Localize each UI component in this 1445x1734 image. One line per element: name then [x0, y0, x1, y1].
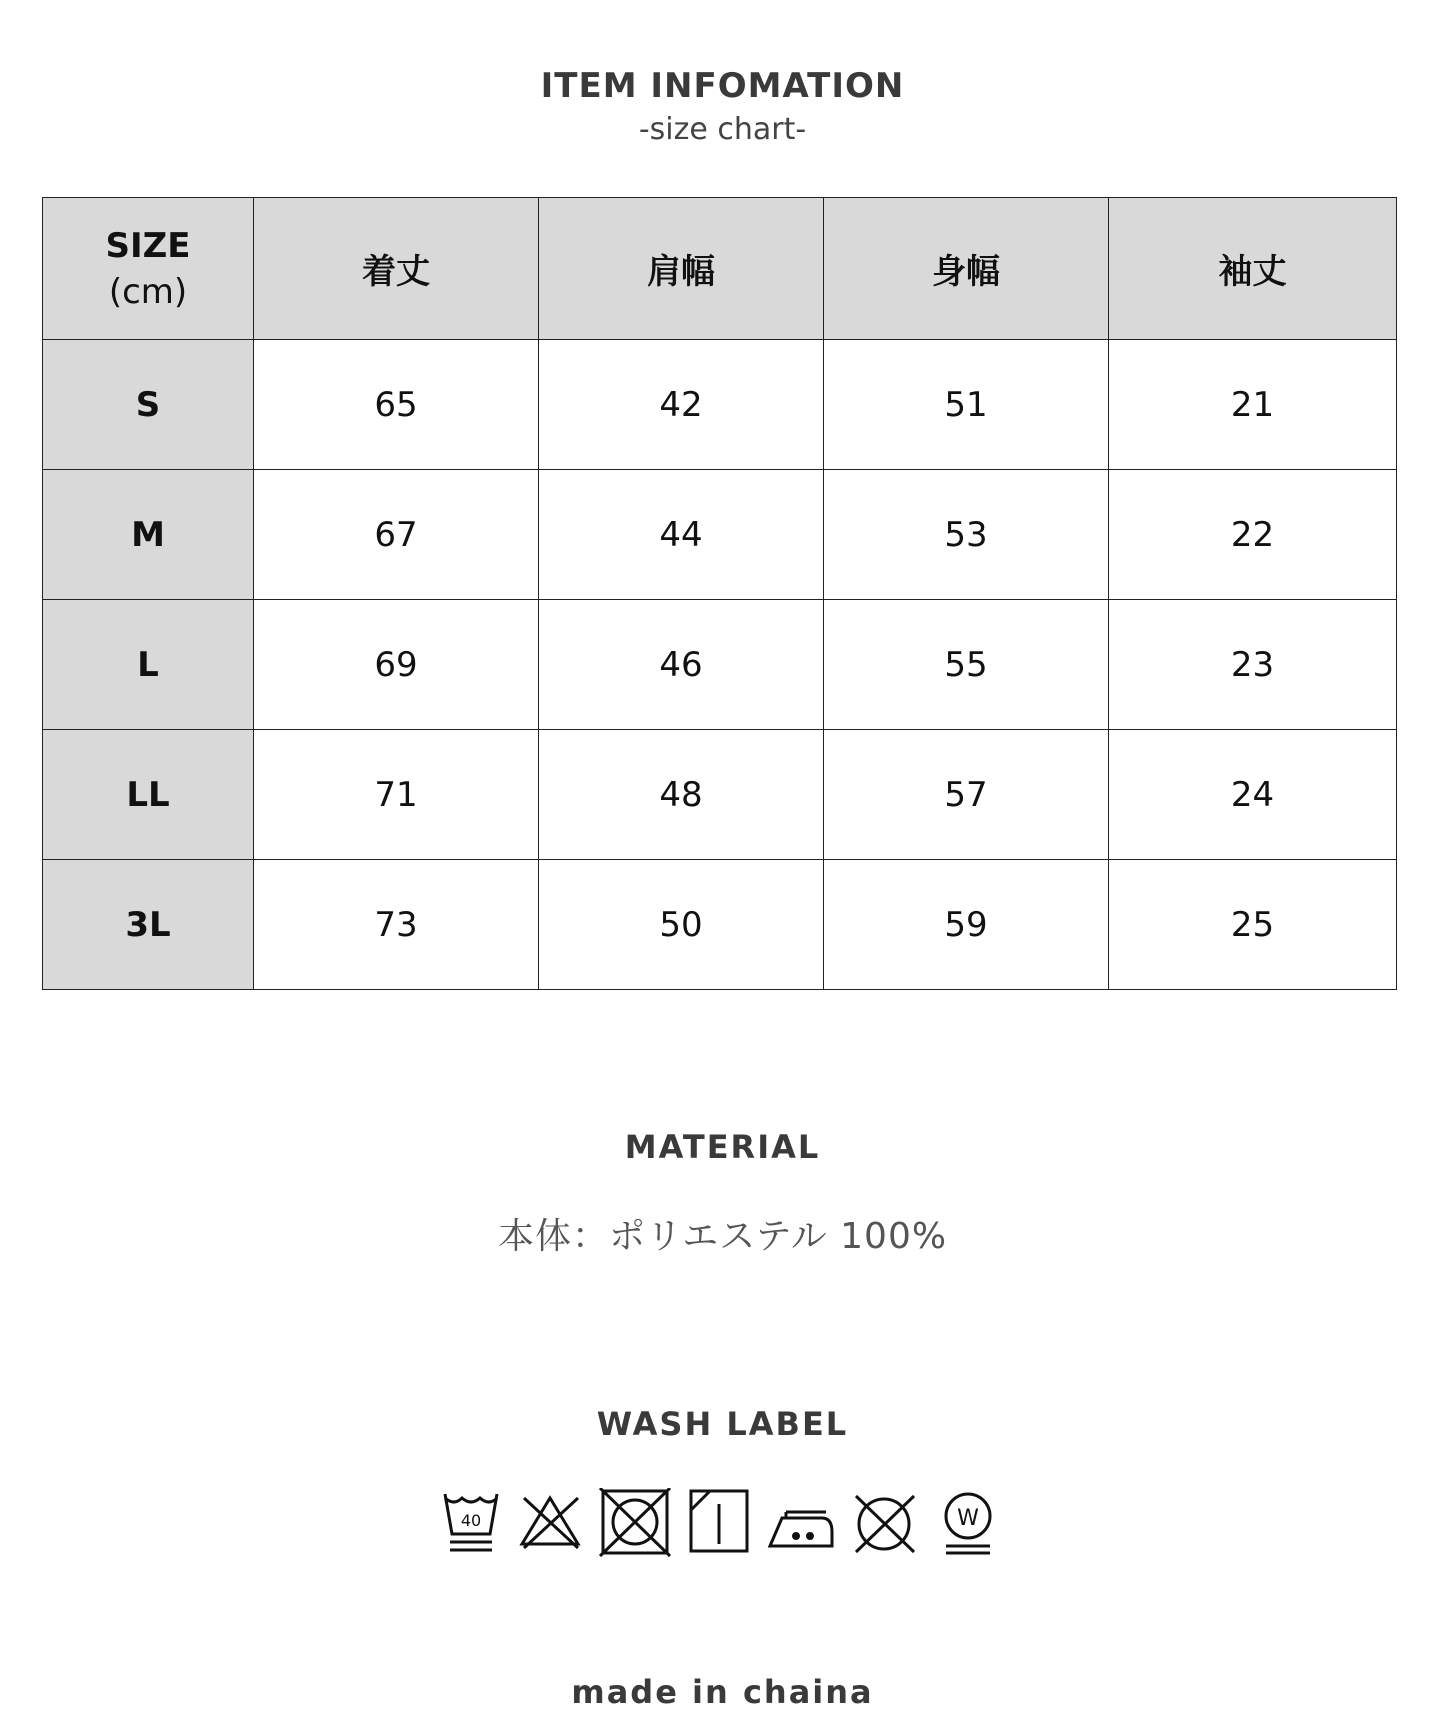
- table-cell: 69: [254, 600, 539, 730]
- machine-wash-40-gentle-icon: [445, 1494, 497, 1550]
- page-subtitle: -size chart-: [638, 112, 807, 147]
- table-cell: 53: [824, 470, 1109, 600]
- wet-clean-letter: W: [957, 1506, 979, 1531]
- material-title: MATERIAL: [624, 1128, 821, 1166]
- table-cell: 25: [1109, 860, 1397, 990]
- table-cell: 55: [824, 600, 1109, 730]
- country-of-origin: made in chaina: [571, 1673, 874, 1711]
- column-header-chest: 身幅: [824, 198, 1109, 340]
- table-cell: 24: [1109, 730, 1397, 860]
- column-header-sleeve: 袖丈: [1109, 198, 1397, 340]
- table-row: [43, 860, 1397, 990]
- drip-dry-in-shade-icon: [691, 1491, 747, 1551]
- table-cell: 23: [1109, 600, 1397, 730]
- wash-label-title: WASH LABEL: [596, 1405, 849, 1443]
- table-cell: 46: [539, 600, 824, 730]
- size-chart-table: [42, 197, 1397, 990]
- table-header-row: [43, 198, 1397, 340]
- size-header-label: SIZE: [105, 225, 191, 266]
- page-title: ITEM INFOMATION: [540, 66, 905, 106]
- table-cell: 51: [824, 340, 1109, 470]
- wet-clean-gentle-icon: [946, 1494, 990, 1553]
- iron-medium-heat-icon: [770, 1512, 832, 1546]
- column-header-shoulder: 肩幅: [539, 198, 824, 340]
- size-header-unit: (cm): [108, 271, 188, 312]
- size-cell: S: [43, 340, 254, 470]
- table-row: [43, 600, 1397, 730]
- size-cell: LL: [43, 730, 254, 860]
- size-cell: 3L: [43, 860, 254, 990]
- do-not-bleach-icon: [522, 1498, 578, 1548]
- wash-temperature-label: 40: [460, 1511, 482, 1530]
- size-cell: M: [43, 470, 254, 600]
- table-cell: 67: [254, 470, 539, 600]
- column-header-length: 着丈: [254, 198, 539, 340]
- table-cell: 73: [254, 860, 539, 990]
- table-cell: 48: [539, 730, 824, 860]
- size-cell: L: [43, 600, 254, 730]
- wash-label-icons: [440, 1488, 1005, 1558]
- table-cell: 71: [254, 730, 539, 860]
- table-cell: 21: [1109, 340, 1397, 470]
- do-not-dry-clean-icon: [856, 1496, 914, 1552]
- table-cell: 42: [539, 340, 824, 470]
- table-row: [43, 470, 1397, 600]
- table-row: [43, 340, 1397, 470]
- table-row: [43, 730, 1397, 860]
- table-cell: 57: [824, 730, 1109, 860]
- table-cell: 22: [1109, 470, 1397, 600]
- table-cell: 59: [824, 860, 1109, 990]
- table-cell: 44: [539, 470, 824, 600]
- table-cell: 50: [539, 860, 824, 990]
- material-composition: 本体：ポリエステル 100%: [497, 1216, 948, 1257]
- size-header-cell: [43, 198, 254, 340]
- do-not-tumble-dry-icon: [600, 1488, 670, 1556]
- table-cell: 65: [254, 340, 539, 470]
